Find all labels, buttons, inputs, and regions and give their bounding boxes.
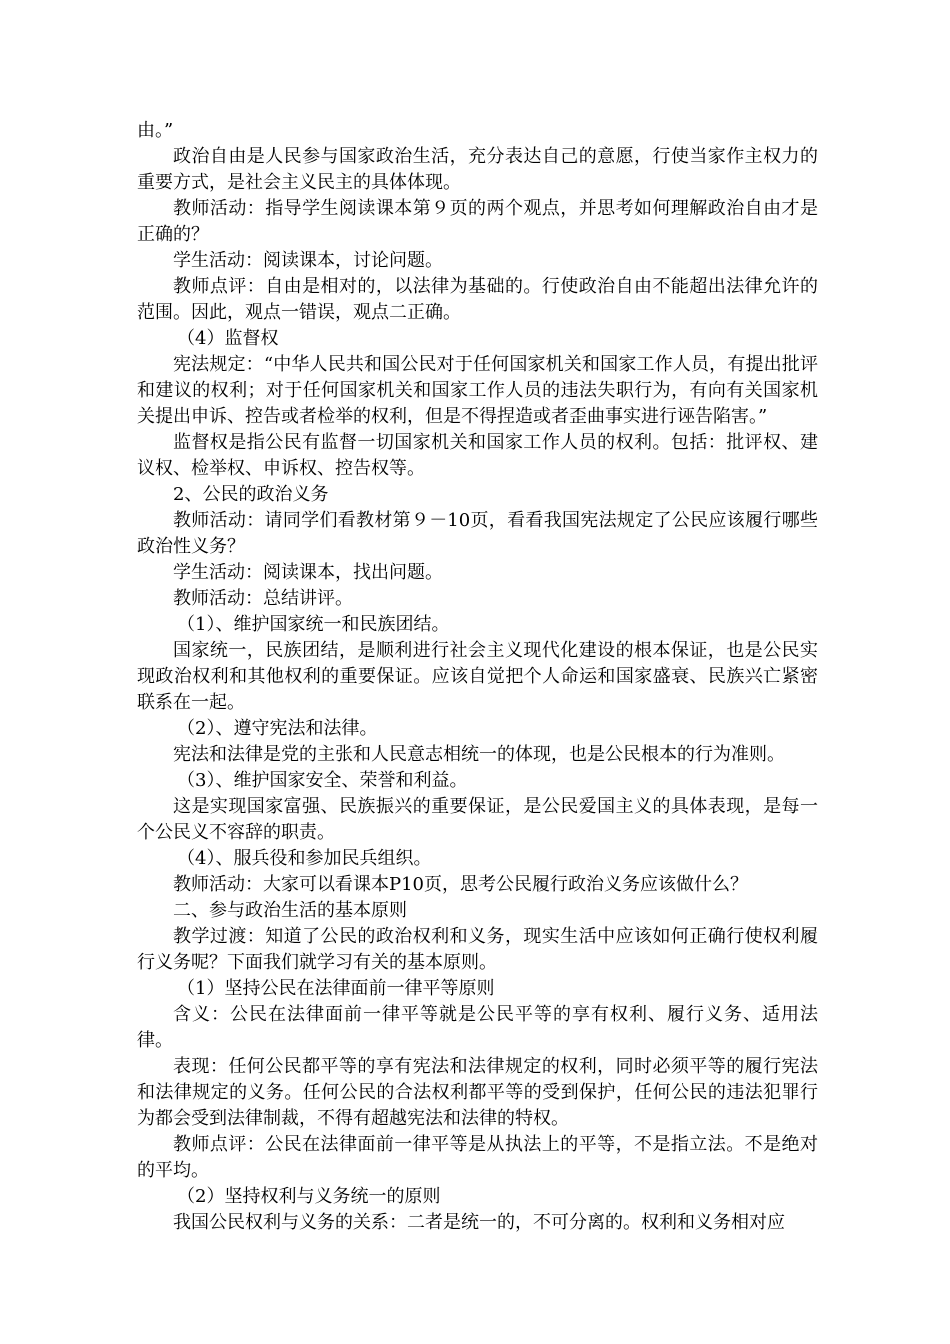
paragraph: 教师点评：公民在法律面前一律平等是从执法上的平等，不是指立法。不是绝对的平均。 — [137, 1134, 818, 1181]
document-page — [137, 118, 818, 1236]
section-heading: （2）、遵守宪法和法律。 — [177, 718, 378, 739]
paragraph: 教师活动：请同学们看教材第９－10页，看看我国宪法规定了公民应该履行哪些政治性义务？ — [137, 510, 818, 557]
paragraph: 学生活动：阅读课本，讨论问题。 — [173, 250, 443, 271]
paragraph: 教师点评：自由是相对的，以法律为基础的。行使政治自由不能超出法律允许的范围。因此，观点一错误，观点二正确。 — [137, 276, 818, 323]
section-heading: 2、公民的政治义务 — [173, 484, 329, 505]
paragraph: 宪法规定：“中华人民共和国公民对于任何国家机关和国家工作人员，有提出批评和建议的权利；对于任何国家机关和国家工作人员的违法失职行为，有向有关国家机关提出申诉、控告或者检举的权利，但是不得捏造或者歪曲事实进行诬告陷害。” — [137, 354, 818, 427]
paragraph: 教师活动：大家可以看课本P10页，思考公民履行政治义务应该做什么？ — [173, 874, 749, 895]
paragraph: 宪法和法律是党的主张和人民意志相统一的体现，也是公民根本的行为准则。 — [173, 744, 785, 765]
paragraph: 表现：任何公民都平等的享有宪法和法律规定的权利，同时必须平等的履行宪法和法律规定的义务。任何公民的合法权利都平等的受到保护，任何公民的违法犯罪行为都会受到法律制裁，不得有超越宪法和法律的特权。 — [137, 1056, 818, 1129]
section-heading: （2）坚持权利与义务统一的原则 — [177, 1186, 441, 1207]
paragraph: 含义：公民在法律面前一律平等就是公民平等的享有权利、履行义务、适用法律。 — [137, 1004, 818, 1051]
paragraph: 由。” — [137, 120, 174, 141]
section-heading: （4）监督权 — [177, 328, 279, 349]
section-heading: （1）坚持公民在法律面前一律平等原则 — [177, 978, 495, 999]
section-heading: （4）、服兵役和参加民兵组织。 — [177, 848, 432, 869]
section-heading: 二、参与政治生活的基本原则 — [173, 900, 407, 921]
paragraph: 国家统一，民族团结，是顺利进行社会主义现代化建设的根本保证，也是公民实现政治权利和其他权利的重要保证。应该自觉把个人命运和国家盛衰、民族兴亡紧密联系在一起。 — [137, 640, 818, 713]
paragraph: 监督权是指公民有监督一切国家机关和国家工作人员的权利。包括：批评权、建议权、检举权、申诉权、控告权等。 — [137, 432, 818, 479]
paragraph: 这是实现国家富强、民族振兴的重要保证，是公民爱国主义的具体表现，是每一个公民义不容辞的职责。 — [137, 796, 818, 843]
paragraph: 我国公民权利与义务的关系：二者是统一的，不可分离的。权利和义务相对应 — [173, 1212, 785, 1233]
paragraph: 教师活动：总结讲评。 — [173, 588, 353, 609]
section-heading: （3）、维护国家安全、荣誉和利益。 — [177, 770, 468, 791]
paragraph: 学生活动：阅读课本，找出问题。 — [173, 562, 443, 583]
paragraph: 教师活动：指导学生阅读课本第９页的两个观点，并思考如何理解政治自由才是正确的？ — [137, 198, 818, 245]
section-heading: （1）、维护国家统一和民族团结。 — [177, 614, 450, 635]
paragraph: 教学过渡：知道了公民的政治权利和义务，现实生活中应该如何正确行使权利履行义务呢？下面我们就学习有关的基本原则。 — [137, 926, 818, 973]
paragraph: 政治自由是人民参与国家政治生活，充分表达自己的意愿，行使当家作主权力的重要方式，是社会主义民主的具体体现。 — [137, 146, 818, 193]
